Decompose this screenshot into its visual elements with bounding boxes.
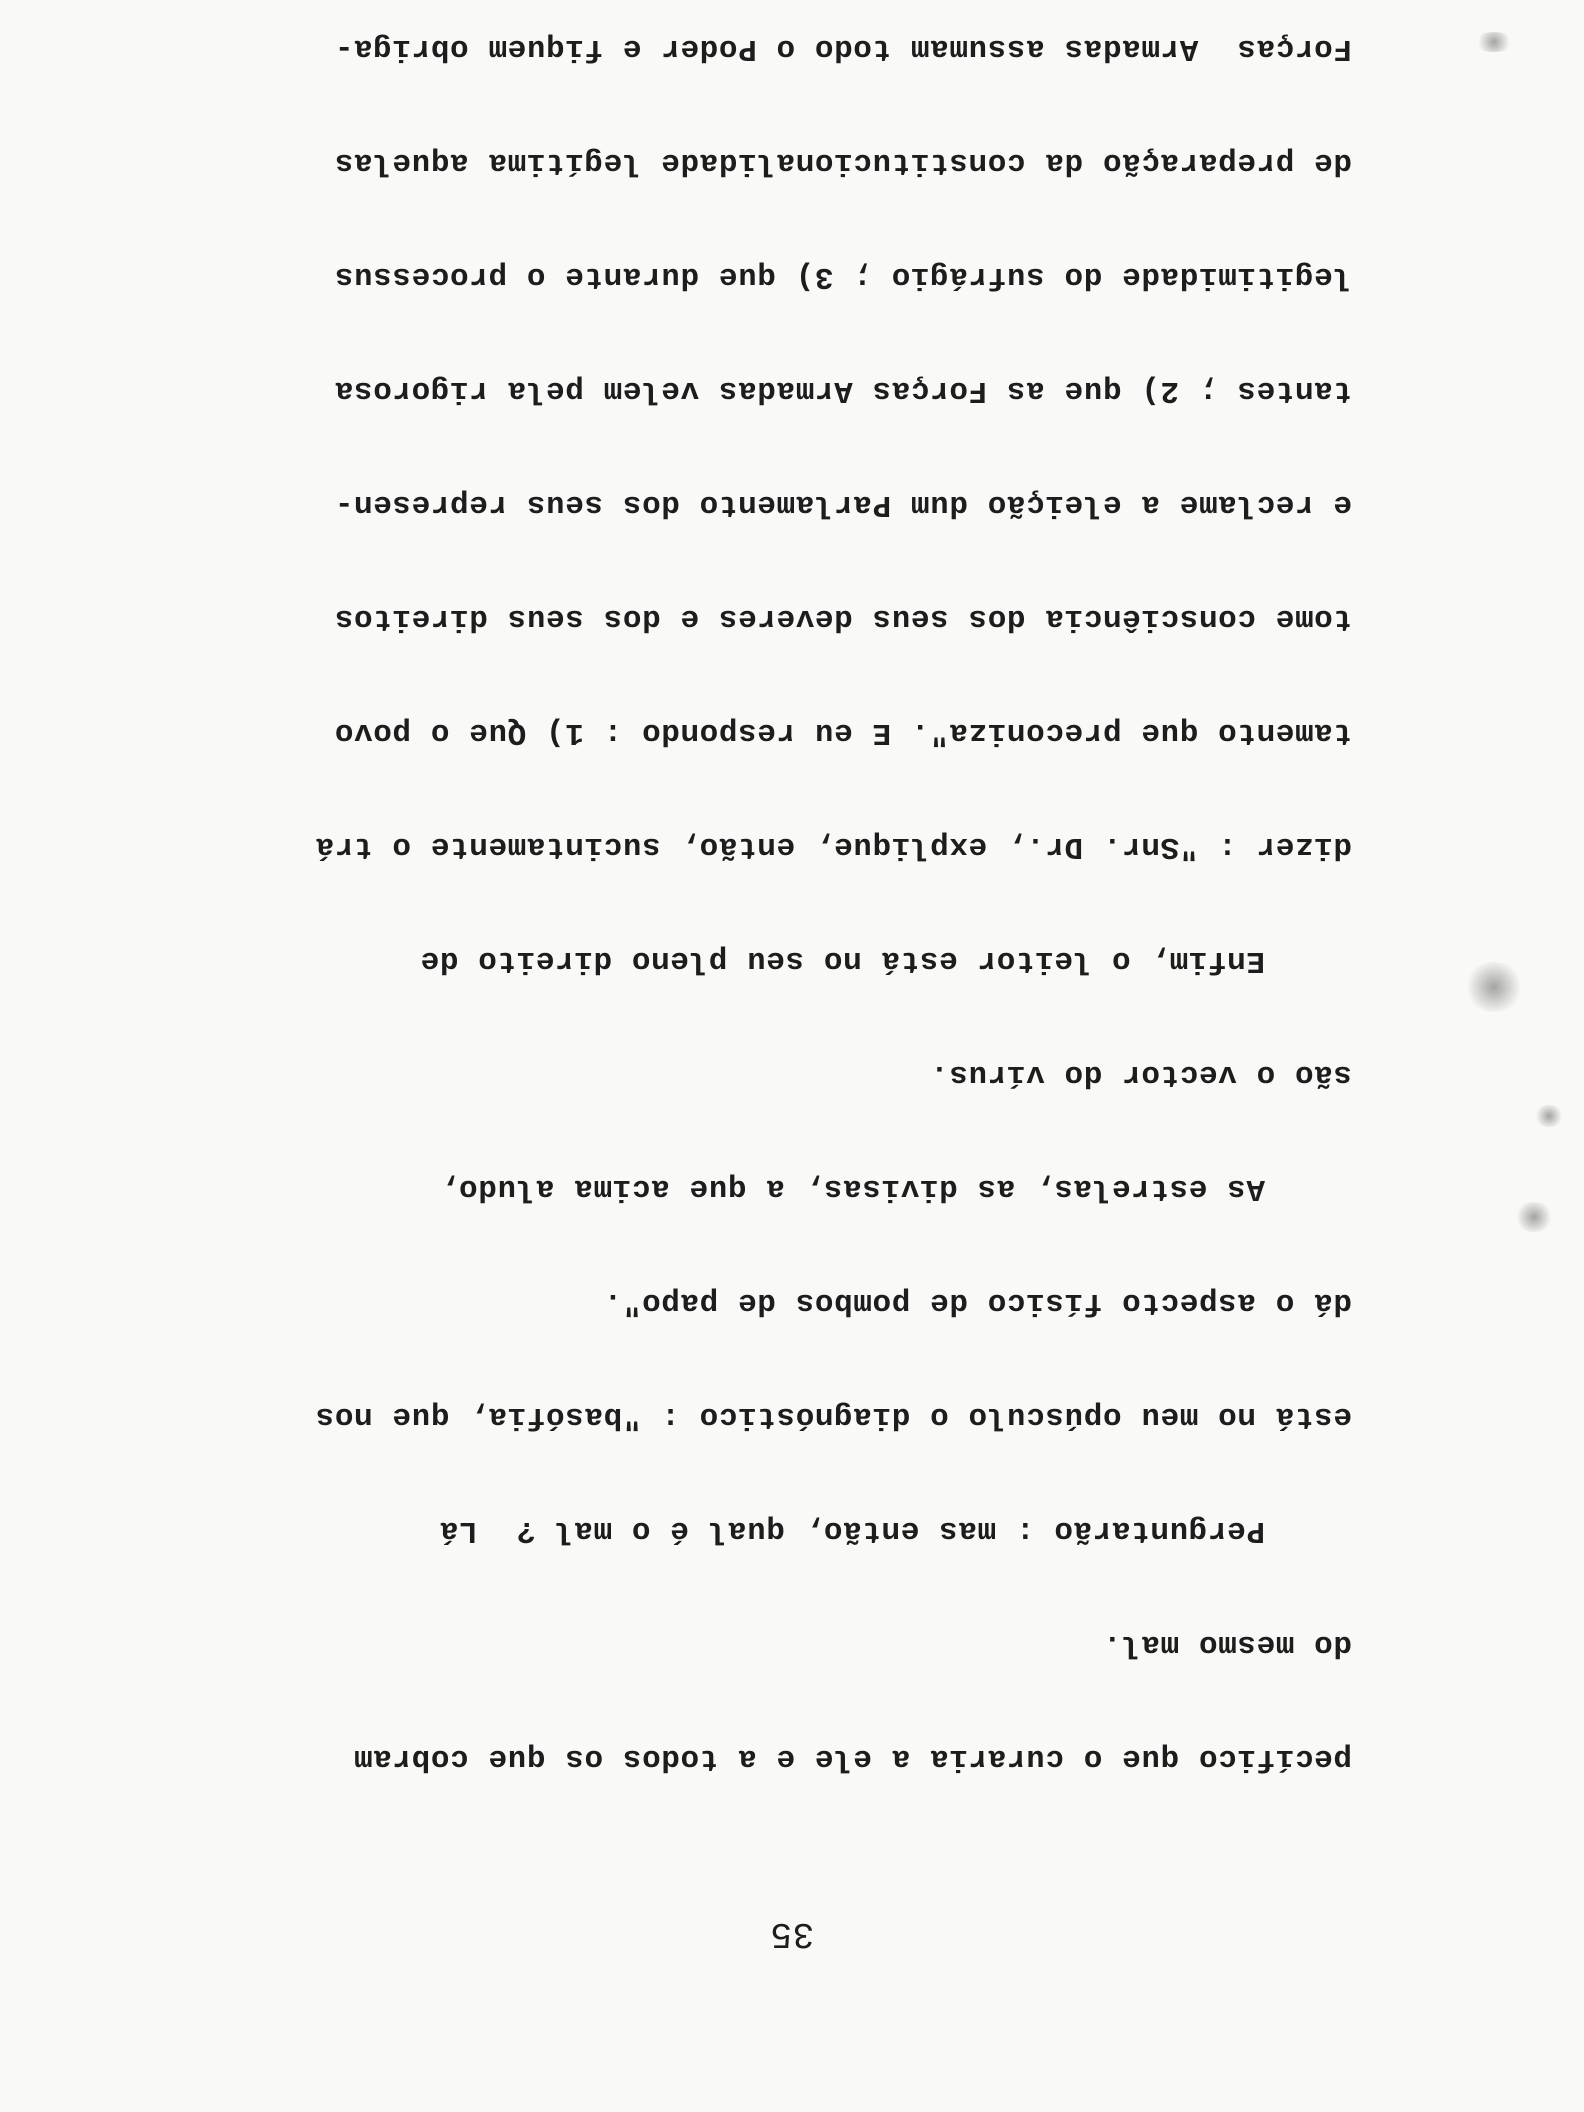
text-line: Enfim, o leitor está no seu pleno direito de: [420, 943, 1265, 978]
text-line: As estrelas, as divisas, a que acima aludo,: [439, 1171, 1265, 1206]
text-line: tantes ; 2) que as Forças Armadas velem pela rigorosa: [334, 373, 1352, 408]
text-line: e reclame a eleição dum Parlamento dos seus represen-: [334, 487, 1352, 522]
text-line: tamento que preconiza". E eu respondo : 1) Que o povo: [334, 715, 1352, 750]
page-number: 35: [769, 1913, 815, 1954]
text-line: dizer : "Snr. Dr., explique, então, sucintamente o trá: [315, 829, 1352, 864]
text-line: Forças Armadas assumam todo o Poder e fiquem obriga-: [334, 31, 1352, 66]
text-line: Perguntarão : mas então, qual é o mal ? Lá: [439, 1513, 1265, 1548]
text-line: tome consciência dos seus deveres e dos seus direitos: [334, 601, 1352, 636]
text-line: de preparação da constitucionalidade legítima aquelas: [334, 145, 1352, 180]
text-line: dá o aspecto físico de pombos de papo".: [603, 1285, 1352, 1320]
text-line: está no meu opúsculo o diagnóstico : "basófia, que nos: [315, 1399, 1352, 1434]
text-line: pecífico que o curaria a ele e a todos os que cobram: [353, 1741, 1352, 1776]
text-line: legitimidade do sufrágio ; 3) que durante o processus: [334, 259, 1352, 294]
text-line: são o vector do vírus.: [929, 1057, 1352, 1092]
text-line: do mesmo mal.: [1102, 1627, 1352, 1662]
body-text: [222, 0, 1352, 1850]
